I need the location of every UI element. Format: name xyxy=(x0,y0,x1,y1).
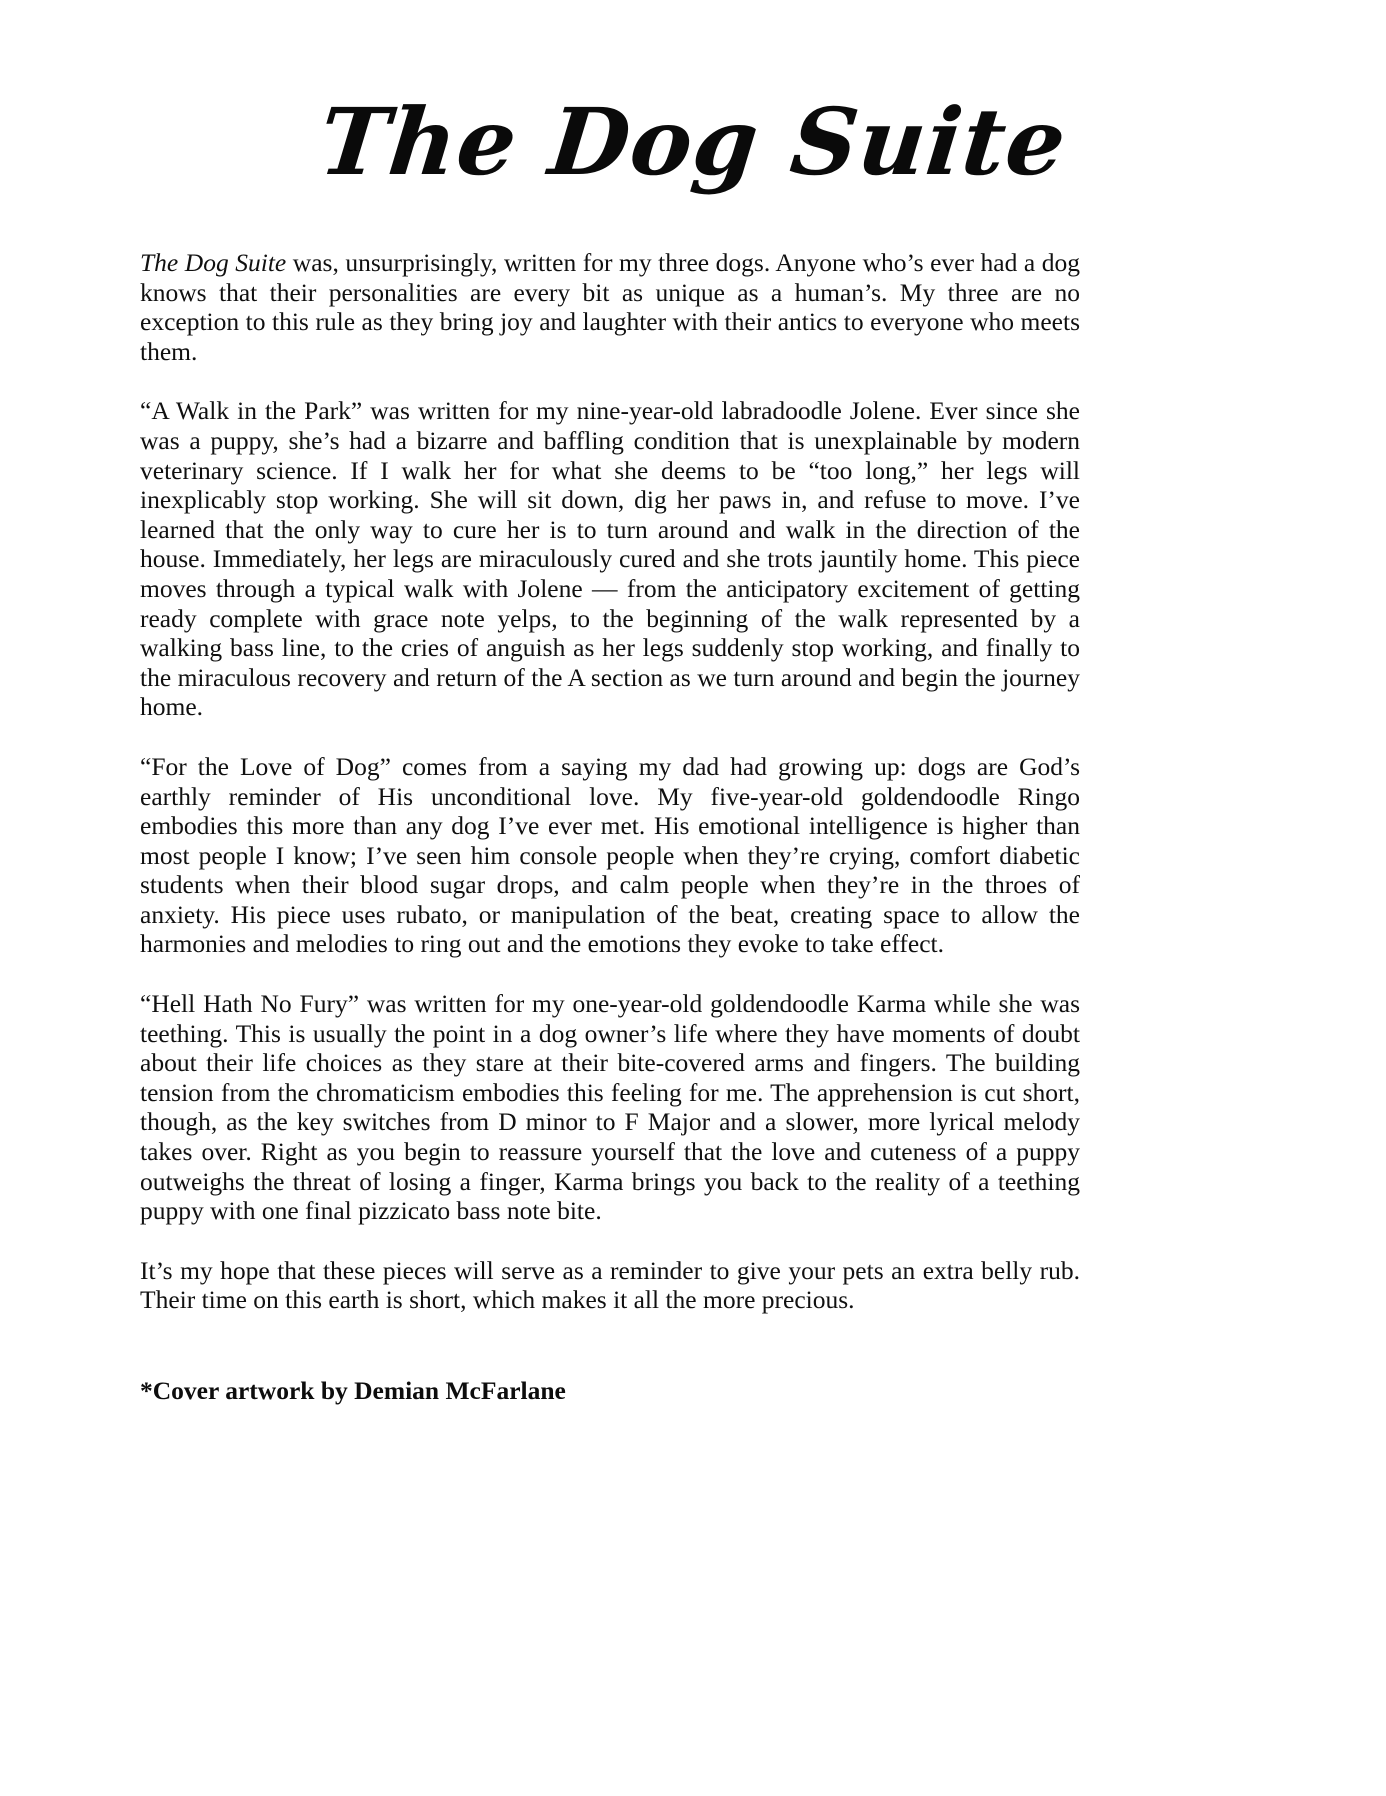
paragraph-intro xyxy=(140,248,1080,366)
cover-artwork-credit: *Cover artwork by Demian McFarlane xyxy=(140,1376,566,1405)
paragraph-hell-hath-no-fury: “Hell Hath No Fury” was written for my one-year-old goldendoodle Karma while she was teething. This is usually the point in a dog owner’s life where they have moments of doubt about their life choices as they stare at their bite-covered arms and fingers. The building tension from the chromaticism embodies this feeling for me. The apprehension is cut short, though, as the key switches from D minor to F Major and a slower, more lyrical melody takes over. Right as you begin to reassure yourself that the love and cuteness of a puppy outweighs the threat of losing a finger, Karma brings you back to the reality of a teething puppy with one final pizzicato bass note bite. xyxy=(140,989,1080,1226)
paragraph-intro-text: was, unsurprisingly, written for my three dogs. Anyone who’s ever had a dog knows that their personalities are every bit as unique as a human’s. My three are no exception to this rule as they bring joy and laughter with their antics to everyone who meets them. xyxy=(140,248,1080,366)
paragraph-a-walk-in-the-park: “A Walk in the Park” was written for my nine-year-old labradoodle Jolene. Ever since she was a puppy, she’s had a bizarre and baffling condition that is unexplainable by modern veterinary science. If I walk her for what she deems to be “too long,” her legs will inexplicably stop working. She will sit down, dig her paws in, and refuse to move. I’ve learned that the only way to cure her is to turn around and walk in the direction of the house. Immediately, her legs are miraculously cured and she trots jauntily home. This piece moves through a typical walk with Jolene — from the anticipatory excitement of getting ready complete with grace note yelps, to the beginning of the walk represented by a walking bass line, to the cries of anguish as her legs suddenly stop working, and finally to the miraculous recovery and return of the A section as we turn around and begin the journey home. xyxy=(140,396,1080,722)
paragraph-closing: It’s my hope that these pieces will serve as a reminder to give your pets an extra belly rub. Their time on this earth is short, which makes it all the more precious. xyxy=(140,1255,1080,1315)
paragraph-for-the-love-of-dog: “For the Love of Dog” comes from a saying my dad had growing up: dogs are God’s earthly reminder of His unconditional love. My five-year-old goldendoodle Ringo embodies this more than any dog I’ve ever met. His emotional intelligence is higher than most people I know; I’ve seen him console people when they’re crying, comfort diabetic students when their blood sugar drops, and calm people when they’re in the throes of anxiety. His piece uses rubato, or manipulation of the beat, creating space to allow the harmonies and melodies to ring out and the emotions they evoke to take effect. xyxy=(140,751,1080,959)
page-title: The Dog Suite xyxy=(314,88,1072,196)
work-title-italic: The Dog Suite xyxy=(140,248,287,277)
program-notes-body xyxy=(140,248,1080,1315)
